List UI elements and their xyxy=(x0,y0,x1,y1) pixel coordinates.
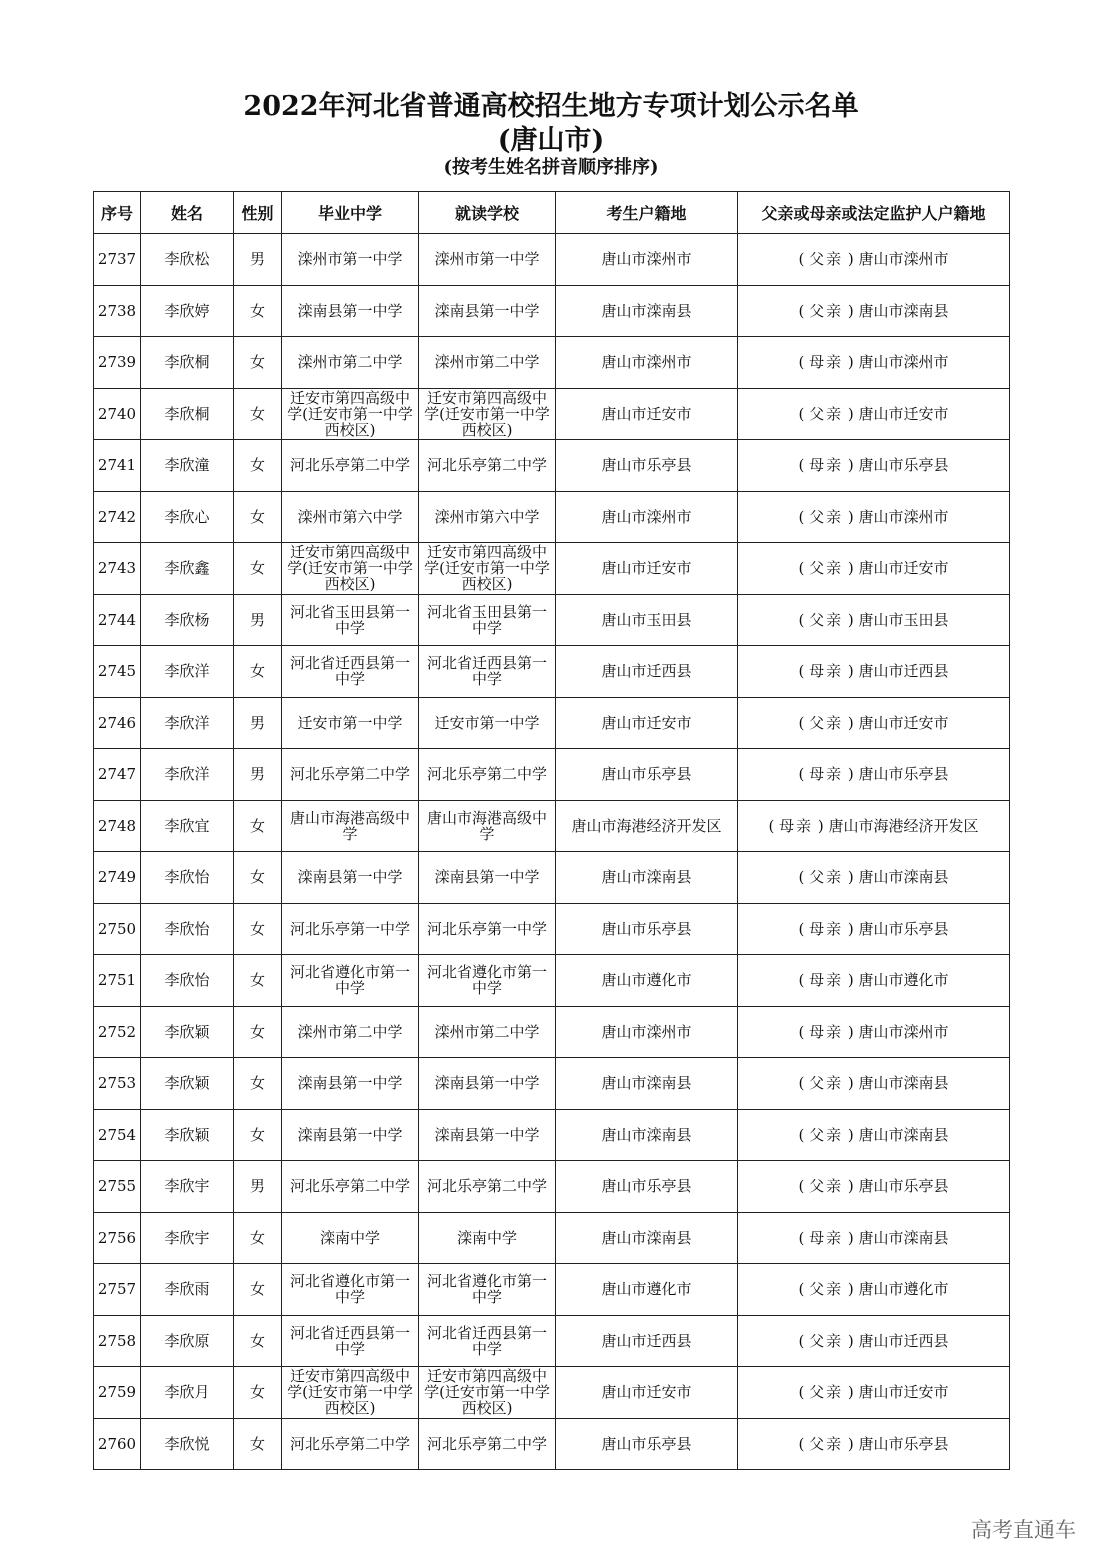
cell-guardian-hukou: ( 父亲 ) 唐山市滦南县 xyxy=(738,1109,1010,1161)
guardian-relation: 母亲 xyxy=(779,816,814,835)
cell-grad-school: 滦南县第一中学 xyxy=(282,285,419,337)
cell-guardian-hukou: ( 父亲 ) 唐山市滦南县 xyxy=(738,852,1010,904)
cell-guardian-hukou: ( 母亲 ) 唐山市遵化市 xyxy=(738,955,1010,1007)
cell-guardian-hukou: ( 母亲 ) 唐山市滦州市 xyxy=(738,337,1010,389)
cell-study-school: 滦南县第一中学 xyxy=(419,1109,556,1161)
cell-name: 李欣桐 xyxy=(141,337,234,389)
table-row xyxy=(94,1212,1010,1264)
cell-grad-school: 滦南县第一中学 xyxy=(282,852,419,904)
cell-seq: 2760 xyxy=(94,1418,141,1470)
cell-name: 李欣婷 xyxy=(141,285,234,337)
cell-gender: 女 xyxy=(234,491,282,543)
cell-study-school: 唐山市海港高级中学 xyxy=(419,800,556,852)
cell-guardian-hukou: ( 父亲 ) 唐山市遵化市 xyxy=(738,1264,1010,1316)
cell-name: 李欣怡 xyxy=(141,852,234,904)
cell-hukou: 唐山市滦南县 xyxy=(556,1058,738,1110)
guardian-hukou-value: 唐山市乐亭县 xyxy=(858,919,949,938)
cell-guardian-hukou: ( 父亲 ) 唐山市玉田县 xyxy=(738,594,1010,646)
cell-grad-school: 滦南中学 xyxy=(282,1212,419,1264)
cell-grad-school: 河北乐亭第二中学 xyxy=(282,440,419,492)
cell-seq: 2737 xyxy=(94,234,141,286)
table-row xyxy=(94,543,1010,595)
cell-name: 李欣怡 xyxy=(141,955,234,1007)
cell-grad-school: 迁安市第四高级中学(迁安市第一中学西校区) xyxy=(282,543,419,595)
cell-seq: 2749 xyxy=(94,852,141,904)
guardian-hukou-value: 唐山市滦南县 xyxy=(858,1074,949,1093)
cell-grad-school: 河北乐亭第二中学 xyxy=(282,749,419,801)
cell-study-school: 河北乐亭第二中学 xyxy=(419,440,556,492)
guardian-relation: 父亲 xyxy=(809,404,844,423)
cell-hukou: 唐山市滦州市 xyxy=(556,1006,738,1058)
cell-gender: 男 xyxy=(234,749,282,801)
cell-guardian-hukou: ( 母亲 ) 唐山市乐亭县 xyxy=(738,749,1010,801)
guardian-hukou-value: 唐山市乐亭县 xyxy=(858,1434,949,1453)
cell-hukou: 唐山市遵化市 xyxy=(556,1264,738,1316)
cell-guardian-hukou: ( 父亲 ) 唐山市滦南县 xyxy=(738,285,1010,337)
cell-hukou: 唐山市迁西县 xyxy=(556,1315,738,1367)
cell-study-school: 滦南县第一中学 xyxy=(419,1058,556,1110)
table-row xyxy=(94,594,1010,646)
guardian-relation: 父亲 xyxy=(809,713,844,732)
guardian-hukou-value: 唐山市滦南县 xyxy=(858,1125,949,1144)
guardian-relation: 父亲 xyxy=(809,1125,844,1144)
guardian-hukou-value: 唐山市乐亭县 xyxy=(858,765,949,784)
cell-seq: 2751 xyxy=(94,955,141,1007)
cell-grad-school: 滦州市第二中学 xyxy=(282,337,419,389)
table-row xyxy=(94,1315,1010,1367)
cell-guardian-hukou: ( 父亲 ) 唐山市滦南县 xyxy=(738,1058,1010,1110)
guardian-hukou-value: 唐山市乐亭县 xyxy=(858,1177,949,1196)
guardian-relation: 母亲 xyxy=(809,353,844,372)
cell-seq: 2738 xyxy=(94,285,141,337)
cell-hukou: 唐山市遵化市 xyxy=(556,955,738,1007)
cell-gender: 女 xyxy=(234,388,282,440)
guardian-relation: 父亲 xyxy=(809,1280,844,1299)
cell-name: 李欣宜 xyxy=(141,800,234,852)
cell-gender: 女 xyxy=(234,955,282,1007)
watermark: 高考直通车 xyxy=(971,1518,1076,1542)
cell-study-school: 河北乐亭第二中学 xyxy=(419,749,556,801)
table-row xyxy=(94,1006,1010,1058)
cell-gender: 女 xyxy=(234,1058,282,1110)
cell-gender: 女 xyxy=(234,1418,282,1470)
cell-gender: 女 xyxy=(234,337,282,389)
guardian-hukou-value: 唐山市迁安市 xyxy=(858,559,949,578)
cell-study-school: 河北省玉田县第一中学 xyxy=(419,594,556,646)
cell-hukou: 唐山市乐亭县 xyxy=(556,749,738,801)
cell-study-school: 滦州市第二中学 xyxy=(419,337,556,389)
cell-guardian-hukou: ( 母亲 ) 唐山市滦州市 xyxy=(738,1006,1010,1058)
page-title: 2022年河北省普通高校招生地方专项计划公示名单 xyxy=(243,91,859,122)
guardian-hukou-value: 唐山市滦州市 xyxy=(858,507,949,526)
guardian-hukou-value: 唐山市迁西县 xyxy=(858,1331,949,1350)
cell-name: 李欣颖 xyxy=(141,1109,234,1161)
cell-study-school: 迁安市第四高级中学(迁安市第一中学西校区) xyxy=(419,388,556,440)
cell-grad-school: 滦州市第二中学 xyxy=(282,1006,419,1058)
cell-guardian-hukou: ( 父亲 ) 唐山市迁安市 xyxy=(738,697,1010,749)
cell-guardian-hukou: ( 父亲 ) 唐山市乐亭县 xyxy=(738,1418,1010,1470)
cell-hukou: 唐山市海港经济开发区 xyxy=(556,800,738,852)
cell-gender: 女 xyxy=(234,1315,282,1367)
cell-gender: 女 xyxy=(234,1264,282,1316)
cell-guardian-hukou: ( 母亲 ) 唐山市乐亭县 xyxy=(738,903,1010,955)
guardian-relation: 母亲 xyxy=(809,765,844,784)
guardian-relation: 父亲 xyxy=(809,610,844,629)
cell-study-school: 河北省遵化市第一中学 xyxy=(419,1264,556,1316)
cell-name: 李欣洋 xyxy=(141,646,234,698)
guardian-relation: 母亲 xyxy=(809,456,844,475)
cell-guardian-hukou: ( 父亲 ) 唐山市迁安市 xyxy=(738,388,1010,440)
cell-seq: 2752 xyxy=(94,1006,141,1058)
guardian-hukou-value: 唐山市滦南县 xyxy=(858,868,949,887)
cell-grad-school: 河北乐亭第一中学 xyxy=(282,903,419,955)
table-row xyxy=(94,1264,1010,1316)
cell-name: 李欣洋 xyxy=(141,697,234,749)
cell-grad-school: 滦州市第一中学 xyxy=(282,234,419,286)
table-row xyxy=(94,1161,1010,1213)
cell-seq: 2742 xyxy=(94,491,141,543)
cell-grad-school: 唐山市海港高级中学 xyxy=(282,800,419,852)
col-header-name: 姓名 xyxy=(141,192,234,234)
cell-gender: 女 xyxy=(234,800,282,852)
col-header-hukou: 考生户籍地 xyxy=(556,192,738,234)
cell-study-school: 滦州市第二中学 xyxy=(419,1006,556,1058)
cell-study-school: 滦州市第六中学 xyxy=(419,491,556,543)
cell-guardian-hukou: ( 父亲 ) 唐山市滦州市 xyxy=(738,234,1010,286)
table-row xyxy=(94,646,1010,698)
cell-hukou: 唐山市滦州市 xyxy=(556,234,738,286)
cell-grad-school: 河北省迁西县第一中学 xyxy=(282,646,419,698)
cell-name: 李欣颖 xyxy=(141,1058,234,1110)
cell-name: 李欣心 xyxy=(141,491,234,543)
cell-study-school: 滦南县第一中学 xyxy=(419,852,556,904)
cell-hukou: 唐山市滦南县 xyxy=(556,1212,738,1264)
cell-seq: 2756 xyxy=(94,1212,141,1264)
cell-grad-school: 滦南县第一中学 xyxy=(282,1058,419,1110)
cell-grad-school: 河北省玉田县第一中学 xyxy=(282,594,419,646)
cell-grad-school: 河北省迁西县第一中学 xyxy=(282,1315,419,1367)
guardian-hukou-value: 唐山市乐亭县 xyxy=(858,456,949,475)
table-row xyxy=(94,1109,1010,1161)
cell-name: 李欣颖 xyxy=(141,1006,234,1058)
cell-seq: 2741 xyxy=(94,440,141,492)
guardian-hukou-value: 唐山市迁安市 xyxy=(858,1383,949,1402)
col-header-seq: 序号 xyxy=(94,192,141,234)
cell-seq: 2759 xyxy=(94,1367,141,1419)
cell-name: 李欣潼 xyxy=(141,440,234,492)
table-row xyxy=(94,903,1010,955)
guardian-relation: 父亲 xyxy=(809,1177,844,1196)
cell-gender: 女 xyxy=(234,1109,282,1161)
cell-grad-school: 河北乐亭第二中学 xyxy=(282,1161,419,1213)
col-header-guardian-hukou: 父亲或母亲或法定监护人户籍地 xyxy=(738,192,1010,234)
guardian-hukou-value: 唐山市遵化市 xyxy=(858,971,949,990)
cell-name: 李欣鑫 xyxy=(141,543,234,595)
cell-hukou: 唐山市迁安市 xyxy=(556,697,738,749)
cell-grad-school: 迁安市第四高级中学(迁安市第一中学西校区) xyxy=(282,1367,419,1419)
roster-table xyxy=(93,191,1010,1470)
cell-guardian-hukou: ( 母亲 ) 唐山市海港经济开发区 xyxy=(738,800,1010,852)
cell-hukou: 唐山市滦南县 xyxy=(556,285,738,337)
cell-study-school: 滦南县第一中学 xyxy=(419,285,556,337)
cell-guardian-hukou: ( 母亲 ) 唐山市滦南县 xyxy=(738,1212,1010,1264)
table-row xyxy=(94,388,1010,440)
table-row xyxy=(94,1418,1010,1470)
cell-seq: 2739 xyxy=(94,337,141,389)
table-row xyxy=(94,440,1010,492)
cell-seq: 2755 xyxy=(94,1161,141,1213)
guardian-relation: 母亲 xyxy=(809,662,844,681)
guardian-hukou-value: 唐山市玉田县 xyxy=(858,610,949,629)
cell-gender: 女 xyxy=(234,903,282,955)
cell-grad-school: 河北省遵化市第一中学 xyxy=(282,955,419,1007)
cell-study-school: 迁安市第四高级中学(迁安市第一中学西校区) xyxy=(419,1367,556,1419)
cell-hukou: 唐山市迁安市 xyxy=(556,388,738,440)
cell-study-school: 迁安市第一中学 xyxy=(419,697,556,749)
cell-hukou: 唐山市乐亭县 xyxy=(556,903,738,955)
cell-seq: 2754 xyxy=(94,1109,141,1161)
cell-study-school: 滦州市第一中学 xyxy=(419,234,556,286)
cell-guardian-hukou: ( 母亲 ) 唐山市乐亭县 xyxy=(738,440,1010,492)
cell-study-school: 迁安市第四高级中学(迁安市第一中学西校区) xyxy=(419,543,556,595)
cell-name: 李欣宇 xyxy=(141,1212,234,1264)
cell-study-school: 河北省迁西县第一中学 xyxy=(419,1315,556,1367)
cell-seq: 2758 xyxy=(94,1315,141,1367)
cell-study-school: 河北乐亭第二中学 xyxy=(419,1418,556,1470)
table-row xyxy=(94,337,1010,389)
guardian-relation: 父亲 xyxy=(809,1074,844,1093)
cell-seq: 2744 xyxy=(94,594,141,646)
cell-gender: 女 xyxy=(234,646,282,698)
col-header-study-school: 就读学校 xyxy=(419,192,556,234)
cell-study-school: 河北乐亭第一中学 xyxy=(419,903,556,955)
cell-study-school: 滦南中学 xyxy=(419,1212,556,1264)
guardian-hukou-value: 唐山市迁西县 xyxy=(858,662,949,681)
cell-hukou: 唐山市乐亭县 xyxy=(556,440,738,492)
cell-seq: 2743 xyxy=(94,543,141,595)
guardian-relation: 父亲 xyxy=(809,559,844,578)
cell-hukou: 唐山市迁安市 xyxy=(556,1367,738,1419)
cell-study-school: 河北乐亭第二中学 xyxy=(419,1161,556,1213)
cell-seq: 2747 xyxy=(94,749,141,801)
cell-name: 李欣杨 xyxy=(141,594,234,646)
cell-seq: 2746 xyxy=(94,697,141,749)
guardian-relation: 父亲 xyxy=(809,1434,844,1453)
cell-hukou: 唐山市滦南县 xyxy=(556,852,738,904)
col-header-gender: 性别 xyxy=(234,192,282,234)
cell-name: 李欣雨 xyxy=(141,1264,234,1316)
cell-gender: 女 xyxy=(234,852,282,904)
cell-name: 李欣宇 xyxy=(141,1161,234,1213)
cell-gender: 女 xyxy=(234,1367,282,1419)
cell-guardian-hukou: ( 父亲 ) 唐山市滦州市 xyxy=(738,491,1010,543)
cell-gender: 女 xyxy=(234,1006,282,1058)
table-row xyxy=(94,491,1010,543)
guardian-hukou-value: 唐山市迁安市 xyxy=(858,404,949,423)
cell-grad-school: 滦南县第一中学 xyxy=(282,1109,419,1161)
guardian-relation: 父亲 xyxy=(809,1383,844,1402)
guardian-relation: 父亲 xyxy=(809,250,844,269)
cell-grad-school: 河北省遵化市第一中学 xyxy=(282,1264,419,1316)
cell-hukou: 唐山市玉田县 xyxy=(556,594,738,646)
cell-hukou: 唐山市迁安市 xyxy=(556,543,738,595)
guardian-hukou-value: 唐山市滦州市 xyxy=(858,353,949,372)
cell-guardian-hukou: ( 父亲 ) 唐山市乐亭县 xyxy=(738,1161,1010,1213)
cell-seq: 2757 xyxy=(94,1264,141,1316)
guardian-hukou-value: 唐山市滦州市 xyxy=(858,250,949,269)
guardian-relation: 母亲 xyxy=(809,1228,844,1247)
cell-name: 李欣原 xyxy=(141,1315,234,1367)
guardian-hukou-value: 唐山市海港经济开发区 xyxy=(828,816,979,835)
cell-gender: 男 xyxy=(234,697,282,749)
cell-seq: 2748 xyxy=(94,800,141,852)
guardian-relation: 父亲 xyxy=(809,1331,844,1350)
cell-study-school: 河北省遵化市第一中学 xyxy=(419,955,556,1007)
cell-grad-school: 滦州市第六中学 xyxy=(282,491,419,543)
cell-study-school: 河北省迁西县第一中学 xyxy=(419,646,556,698)
cell-grad-school: 河北乐亭第二中学 xyxy=(282,1418,419,1470)
cell-name: 李欣松 xyxy=(141,234,234,286)
table-row xyxy=(94,697,1010,749)
cell-name: 李欣悦 xyxy=(141,1418,234,1470)
cell-seq: 2740 xyxy=(94,388,141,440)
cell-gender: 女 xyxy=(234,1212,282,1264)
cell-name: 李欣桐 xyxy=(141,388,234,440)
table-row xyxy=(94,955,1010,1007)
cell-name: 李欣月 xyxy=(141,1367,234,1419)
col-header-grad-school: 毕业中学 xyxy=(282,192,419,234)
sort-note: (按考生姓名拼音顺序排序) xyxy=(443,157,659,178)
cell-seq: 2745 xyxy=(94,646,141,698)
cell-guardian-hukou: ( 母亲 ) 唐山市迁西县 xyxy=(738,646,1010,698)
table-row xyxy=(94,852,1010,904)
cell-hukou: 唐山市乐亭县 xyxy=(556,1161,738,1213)
cell-grad-school: 迁安市第四高级中学(迁安市第一中学西校区) xyxy=(282,388,419,440)
cell-hukou: 唐山市滦南县 xyxy=(556,1109,738,1161)
cell-gender: 男 xyxy=(234,1161,282,1213)
guardian-hukou-value: 唐山市滦州市 xyxy=(858,1022,949,1041)
cell-hukou: 唐山市乐亭县 xyxy=(556,1418,738,1470)
guardian-relation: 父亲 xyxy=(809,868,844,887)
guardian-hukou-value: 唐山市遵化市 xyxy=(858,1280,949,1299)
table-row xyxy=(94,1058,1010,1110)
cell-hukou: 唐山市滦州市 xyxy=(556,337,738,389)
guardian-hukou-value: 唐山市滦南县 xyxy=(858,1228,949,1247)
cell-grad-school: 迁安市第一中学 xyxy=(282,697,419,749)
cell-hukou: 唐山市滦州市 xyxy=(556,491,738,543)
cell-gender: 女 xyxy=(234,543,282,595)
table-row xyxy=(94,800,1010,852)
cell-gender: 男 xyxy=(234,234,282,286)
cell-gender: 男 xyxy=(234,594,282,646)
guardian-relation: 父亲 xyxy=(809,301,844,320)
cell-name: 李欣洋 xyxy=(141,749,234,801)
guardian-relation: 父亲 xyxy=(809,507,844,526)
guardian-relation: 母亲 xyxy=(809,919,844,938)
cell-seq: 2750 xyxy=(94,903,141,955)
page-subtitle: (唐山市) xyxy=(497,125,605,156)
guardian-hukou-value: 唐山市滦南县 xyxy=(858,301,949,320)
cell-gender: 女 xyxy=(234,285,282,337)
cell-hukou: 唐山市迁西县 xyxy=(556,646,738,698)
table-row xyxy=(94,749,1010,801)
cell-gender: 女 xyxy=(234,440,282,492)
cell-guardian-hukou: ( 父亲 ) 唐山市迁安市 xyxy=(738,543,1010,595)
cell-seq: 2753 xyxy=(94,1058,141,1110)
table-row xyxy=(94,234,1010,286)
table-row xyxy=(94,285,1010,337)
guardian-hukou-value: 唐山市迁安市 xyxy=(858,713,949,732)
table-header-row xyxy=(94,192,1010,234)
table-row xyxy=(94,1367,1010,1419)
cell-guardian-hukou: ( 父亲 ) 唐山市迁西县 xyxy=(738,1315,1010,1367)
cell-guardian-hukou: ( 父亲 ) 唐山市迁安市 xyxy=(738,1367,1010,1419)
cell-name: 李欣怡 xyxy=(141,903,234,955)
guardian-relation: 母亲 xyxy=(809,971,844,990)
guardian-relation: 母亲 xyxy=(809,1022,844,1041)
